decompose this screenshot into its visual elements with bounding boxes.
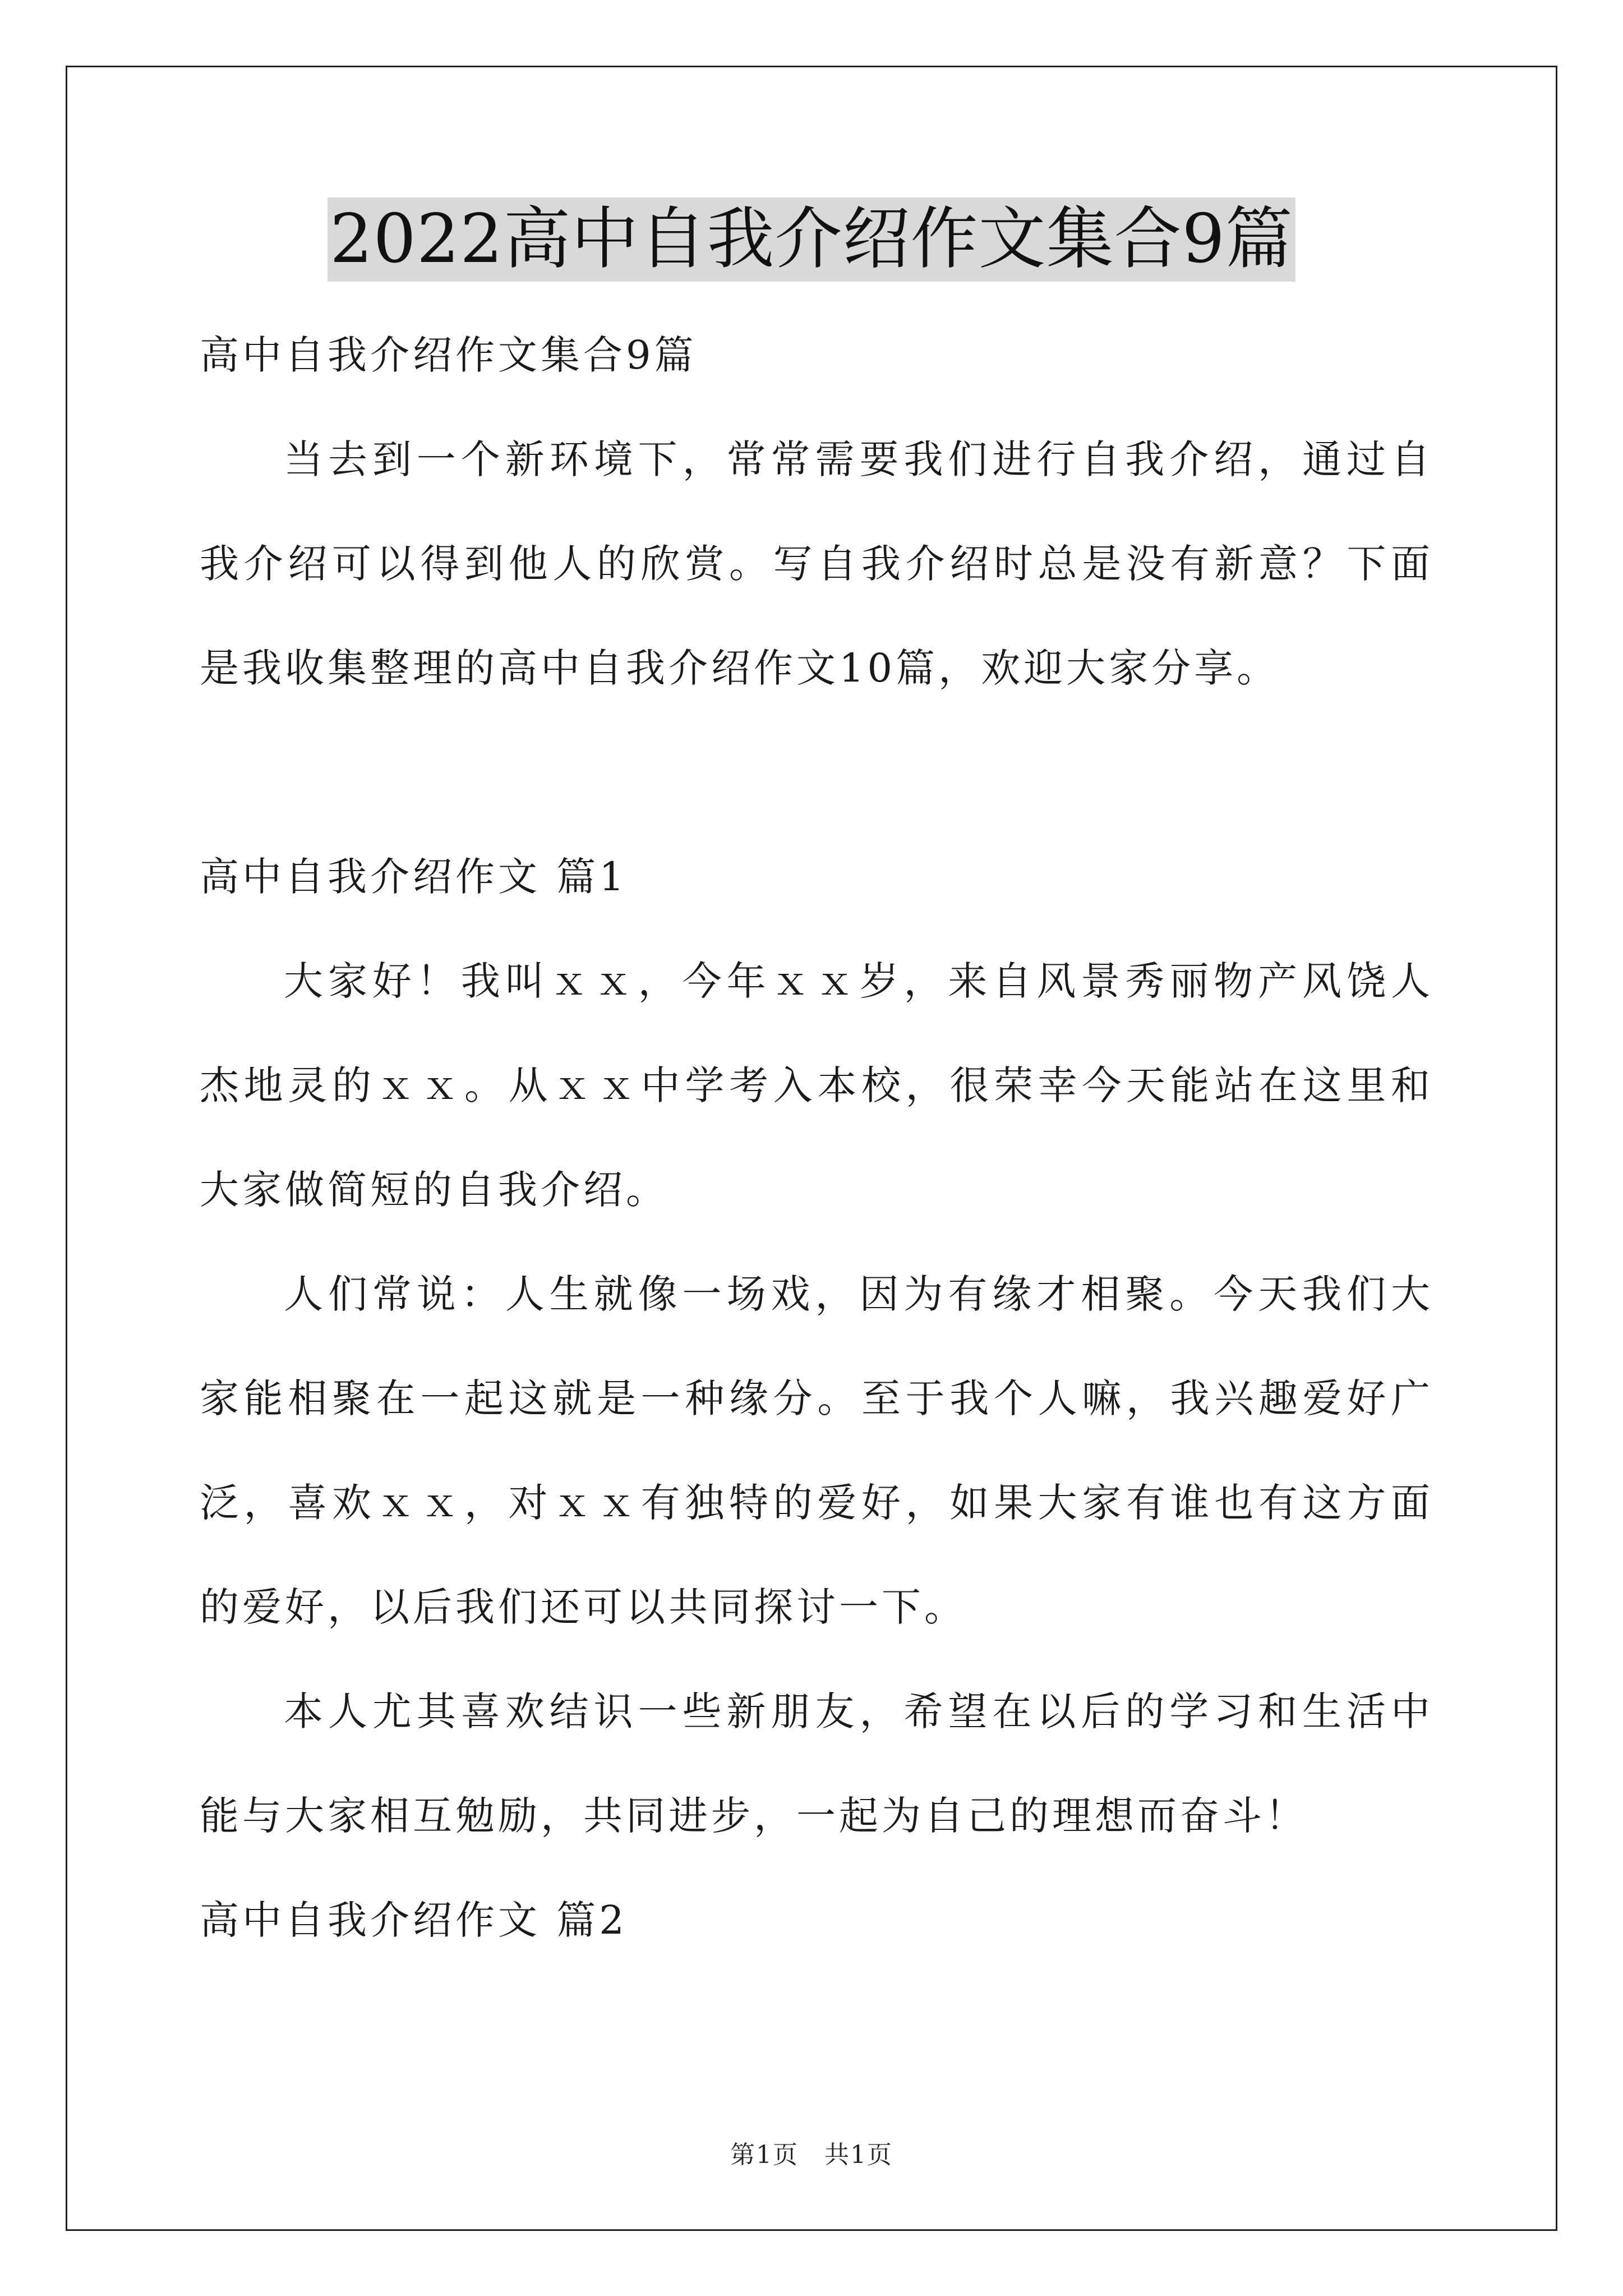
document-body <box>200 303 1433 1972</box>
document-title: 2022高中自我介绍作文集合9篇 <box>328 197 1295 282</box>
paragraph-2: 人们常说：人生就像一场戏，因为有缘才相聚。今天我们大家能相聚在一起这就是一种缘分。至于我个人嘛，我兴趣爱好广泛，喜欢ｘｘ，对ｘｘ有独特的爱好，如果大家有谁也有这方面的爱好，以后我们还可以共同探讨一下。 <box>200 1271 1433 1630</box>
page-footer: 第1页 共1页 <box>730 2141 893 2169</box>
blank-line <box>200 720 1433 825</box>
intro-paragraph: 当去到一个新环境下，常常需要我们进行自我介绍，通过自我介绍可以得到他人的欣赏。写自我介绍时总是没有新意？下面是我收集整理的高中自我介绍作文10篇，欢迎大家分享。 <box>200 436 1433 691</box>
section-heading-2: 高中自我介绍作文 篇2 <box>200 1897 628 1943</box>
paragraph-1: 大家好！我叫ｘｘ，今年ｘｘ岁，来自风景秀丽物产风饶人杰地灵的ｘｘ。从ｘｘ中学考入本校，很荣幸今天能站在这里和大家做简短的自我介绍。 <box>200 958 1433 1213</box>
paragraph-3: 本人尤其喜欢结识一些新朋友，希望在以后的学习和生活中能与大家相互勉励，共同进步，一起为自己的理想而奋斗！ <box>200 1688 1433 1839</box>
subtitle-heading: 高中自我介绍作文集合9篇 <box>200 332 697 378</box>
title-wrap <box>0 197 1623 282</box>
section-heading-1: 高中自我介绍作文 篇1 <box>200 854 628 900</box>
